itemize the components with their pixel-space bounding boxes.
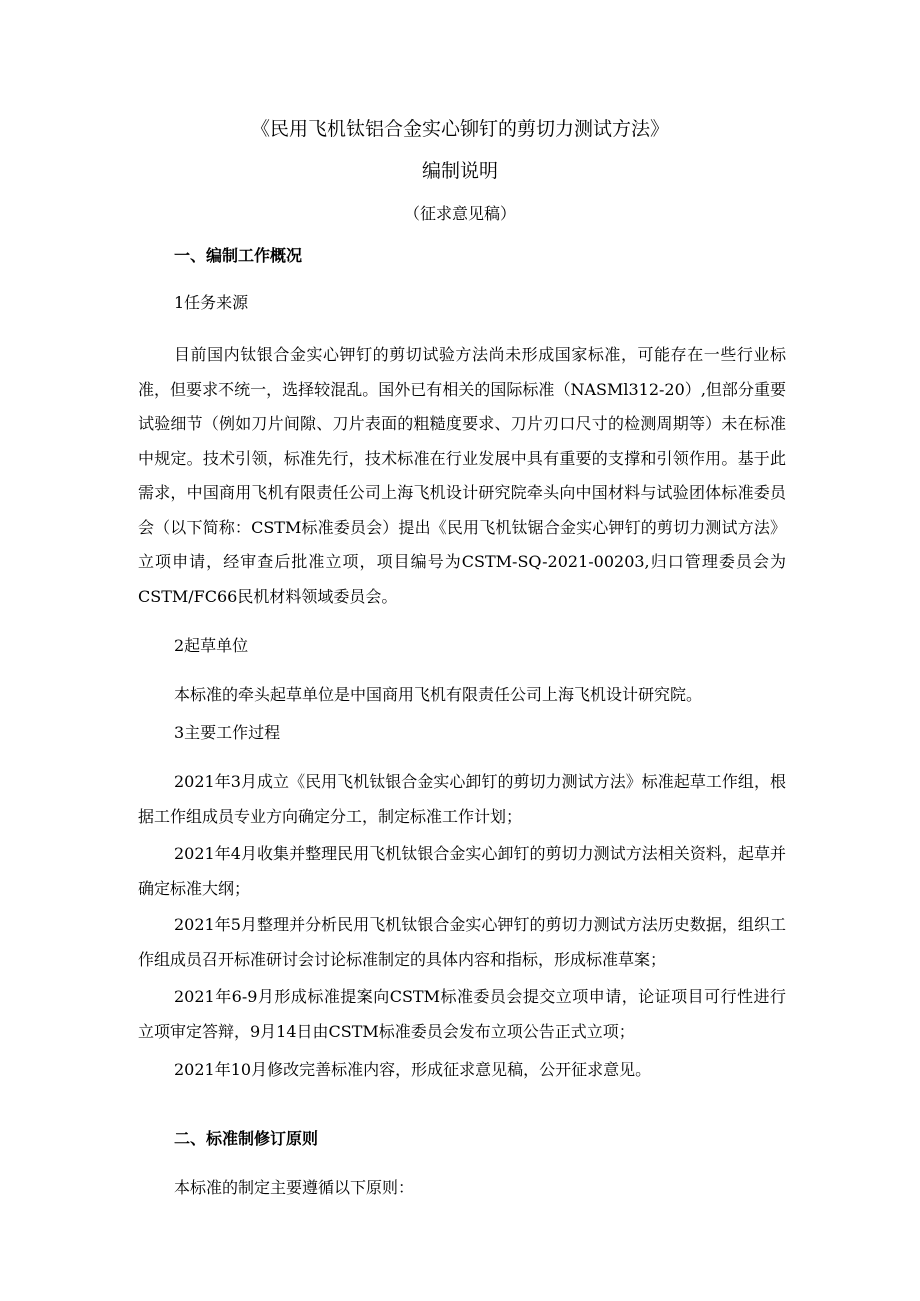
subheading-drafting-unit: 2起草单位 <box>174 636 249 655</box>
subheading-task-source: 1任务来源 <box>174 293 249 312</box>
work-process-item: 2021年6-9月形成标准提案向CSTM标准委员会提交立项申请，论证项目可行性进行立项审定答辩，9月14日由CSTM标准委员会发布立项公告正式立项； <box>138 987 786 1041</box>
draft-label: （征求意见稿） <box>403 204 516 223</box>
paragraph-principles: 本标准的制定主要遵循以下原则： <box>174 1178 415 1197</box>
document-title: 《民用飞机钛铝合金实心铆钉的剪切力测试方法》 <box>250 118 669 140</box>
section-heading-overview: 一、编制工作概况 <box>174 246 303 265</box>
paragraph-drafting-unit: 本标准的牵头起草单位是中国商用飞机有限责任公司上海飞机设计研究院。 <box>174 685 703 704</box>
subheading-work-process: 3主要工作过程 <box>174 723 281 742</box>
paragraph-task-source: 目前国内钛银合金实心钾钉的剪切试验方法尚未形成国家标准，可能存在一些行业标准，但要求不统一，选择较混乱。国外已有相关的国际标准（NASMl312-20）,但部分重要试验细节（例如刀片间隙、刀片表面的粗糙度要求、刀片刃口尺寸的检测周期等）未在标准中规定。技术引领，标准先行，技术标准在行业发展中具有重要的支撑和引领作用。基于此需求，中国商用飞机有限责任公司上海飞机设计研究院牵头向中国材料与试验团体标准委员会（以下简称：CSTM标准委员会）提出《民用飞机钛锯合金实心钾钉的剪切力测试方法》立项申请，经审查后批准立项，项目编号为CSTM-SQ-2021-00203,归口管理委员会为CSTM/FC66民机材料领域委员会。 <box>138 345 786 606</box>
section-heading-principles: 二、标准制修订原则 <box>174 1129 319 1148</box>
work-process-item: 2021年10月修改完善标准内容，形成征求意见稿，公开征求意见。 <box>174 1060 652 1079</box>
document-subtitle: 编制说明 <box>421 160 498 182</box>
work-process-item: 2021年5月整理并分析民用飞机钛银合金实心钾钉的剪切力测试方法历史数据，组织工作组成员召开标准研讨会讨论标准制定的具体内容和指标，形成标准草案； <box>138 915 786 969</box>
work-process-item: 2021年3月成立《民用飞机钛银合金实心卸钉的剪切力测试方法》标准起草工作组，根据工作组成员专业方向确定分工，制定标准工作计划； <box>138 772 786 826</box>
work-process-item: 2021年4月收集并整理民用飞机钛银合金实心卸钉的剪切力测试方法相关资料，起草并确定标准大纲； <box>138 844 786 898</box>
